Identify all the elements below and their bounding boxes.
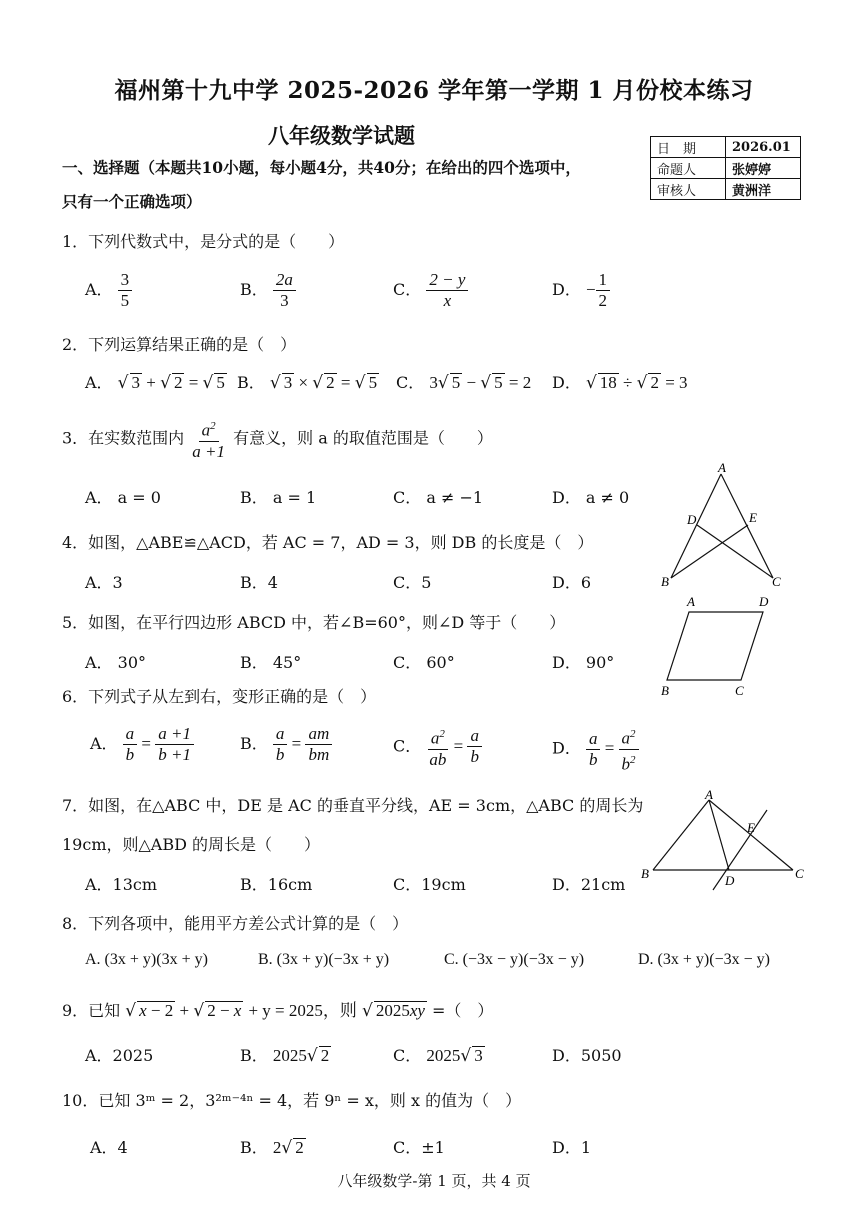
point-label-a: A — [718, 460, 726, 475]
question-8-stem: 8．下列各项中，能用平方差公式计算的是（ ） — [62, 914, 409, 933]
question-10-option-a: A．4 — [90, 1138, 128, 1157]
option-label: A． — [85, 280, 113, 299]
question-4-option-a: A．3 — [85, 573, 123, 592]
info-value: 张婷婷 — [726, 158, 801, 179]
question-9-option-b: B． 2025√ 2 — [240, 1046, 330, 1066]
stem-text: 3．在实数范围内 — [62, 428, 185, 448]
option-label: D． — [552, 373, 581, 392]
question-5-option-b: B． 45° — [240, 653, 302, 672]
line-cd — [697, 525, 773, 578]
question-2-option-c: C． 3√ 5 − √ 5 = 2 — [396, 373, 532, 393]
info-row-reviewer — [651, 179, 801, 200]
info-key: 命题人 — [651, 158, 726, 179]
question-7-stem: 7．如图，在△ABC 中，DE 是 AC 的垂直平分线，AE = 3cm，△ABC 的周长为 — [62, 796, 644, 815]
point-label-b: B — [661, 574, 669, 589]
triangle-figure-q7 — [635, 786, 815, 892]
question-4-option-c: C．5 — [393, 573, 432, 592]
question-7-option-c: C．19cm — [393, 875, 466, 894]
question-7-stem-cont: 19cm，则△ABD 的周长是（ ） — [62, 835, 321, 854]
question-7-option-d: D．21cm — [552, 875, 626, 894]
point-label-c: C — [772, 574, 781, 589]
question-10-option-c: C．±1 — [393, 1138, 445, 1157]
question-9-option-d: D．5050 — [552, 1046, 622, 1065]
info-row-author — [651, 158, 801, 179]
stem-text: + y = 2025，则 — [248, 1001, 357, 1020]
question-5-option-d: D． 90° — [552, 653, 615, 672]
question-8-option-b: B. (3x + y)(−3x + y) — [258, 951, 390, 968]
option-label: B． — [240, 280, 268, 299]
option-label: A． — [85, 373, 113, 392]
question-7-option-b: B．16cm — [240, 875, 313, 894]
question-5-stem: 5．如图，在平行四边形 ABCD 中，若∠B=60°，则∠D 等于（ ） — [62, 613, 566, 632]
option-label: B． — [240, 1046, 268, 1065]
page-footer: 八年级数学-第 1 页，共 4 页 — [337, 1172, 531, 1190]
parallelogram-abcd — [667, 612, 763, 680]
stem-text: =（ ） — [432, 1001, 494, 1020]
perpendicular-bisector-de — [713, 810, 767, 890]
line-ab — [653, 800, 709, 870]
info-key: 审核人 — [651, 179, 726, 200]
stem-text: 有意义，则 a 的取值范围是（ ） — [233, 428, 493, 448]
option-label: C． — [393, 280, 422, 299]
info-value: 2026.01 — [726, 137, 801, 158]
page-title: 福州第十九中学 2025-2026 学年第一学期 1 月份校本练习 — [114, 77, 754, 104]
option-label: C． — [393, 1046, 422, 1065]
option-label: B． — [237, 373, 265, 392]
question-10-stem: 10．已知 3ᵐ = 2，3²ᵐ⁻⁴ⁿ = 4，若 9ⁿ = x，则 x 的值为（ ） — [62, 1091, 522, 1110]
question-3-option-d: D． a ≠ 0 — [552, 488, 630, 507]
info-key: 日 期 — [651, 137, 726, 158]
question-1-option-b: B． $\frac{2a}{3}$ — [240, 270, 296, 311]
point-label-e: E — [747, 820, 755, 835]
question-7-option-a: A．13cm — [85, 875, 158, 894]
point-label-b: B — [661, 683, 669, 698]
question-4-option-d: D．6 — [552, 573, 592, 592]
info-value: 黄洲洋 — [726, 179, 801, 200]
question-1-option-c: C． $\frac{2 - y}{x}$ — [393, 270, 468, 311]
point-label-a: A — [687, 594, 695, 609]
question-2-option-b: B． √ 3 × √ 2 = √ 5 — [237, 373, 378, 393]
question-6-option-c: C． $\frac{a^2}{ab}$ = $\frac{a}{b}$ — [393, 724, 482, 770]
question-8-option-c: C. (−3x − y)(−3x − y) — [444, 951, 585, 968]
question-10-option-d: D．1 — [552, 1138, 592, 1157]
question-2-stem: 2．下列运算结果正确的是（ ） — [62, 335, 297, 354]
question-3-option-a: A． a = 0 — [85, 488, 161, 507]
question-3-option-b: B． a = 1 — [240, 488, 317, 507]
info-table — [650, 136, 801, 200]
question-4-stem: 4．如图，△ABE≌△ACD，若 AC = 7，AD = 3，则 DB 的长度是（ ） — [62, 533, 594, 552]
question-10-option-b: B． 2√ 2 — [240, 1138, 304, 1158]
question-3-stem: 3．在实数范围内 $\frac{a^2}{a +1}$ 有意义，则 a 的取值范围是（ ） — [62, 416, 493, 462]
triangle-figure-q4 — [655, 460, 785, 590]
question-1-stem: 1．下列代数式中，是分式的是（ ） — [62, 232, 345, 251]
stem-text: 9．已知 — [62, 1001, 121, 1020]
question-8-option-d: D. (3x + y)(−3x − y) — [638, 951, 770, 968]
option-label: C． — [396, 373, 425, 392]
page-subtitle: 八年级数学试题 — [268, 123, 415, 148]
question-5-option-a: A． 30° — [85, 653, 147, 672]
question-6-option-a: A． $\frac{a}{b}$ = $\frac{a +1}{b +1}$ — [90, 724, 194, 765]
option-label: A． — [90, 734, 118, 753]
question-6-option-d: D． $\frac{a}{b}$ = $\frac{a^2}{b^2}$ — [552, 724, 639, 774]
question-2-option-d: D． √ 18 ÷ √ 2 = 3 — [552, 373, 688, 393]
question-1-option-a: A． $\frac{3}{5}$ — [85, 270, 132, 311]
option-label: B． — [240, 734, 268, 753]
question-1-option-d: D． − $\frac{1}{2}$ — [552, 270, 610, 311]
section-heading-cont: 只有一个正确选项） — [62, 192, 202, 211]
point-label-c: C — [795, 866, 804, 881]
question-4-option-b: B．4 — [240, 573, 278, 592]
option-label: B． — [240, 1138, 268, 1157]
line-ad — [709, 800, 729, 870]
info-row-date — [651, 137, 801, 158]
point-label-d: D — [759, 594, 769, 609]
point-label-a: A — [705, 787, 713, 802]
option-label: D． — [552, 280, 581, 299]
option-label: D． — [552, 738, 581, 758]
line-ac — [709, 800, 793, 870]
point-label-e: E — [749, 510, 757, 525]
point-label-b: B — [641, 866, 649, 881]
question-3-option-c: C． a ≠ −1 — [393, 488, 484, 507]
question-8-option-a: A. (3x + y)(3x + y) — [85, 951, 208, 968]
point-label-c: C — [735, 683, 744, 698]
option-label: C． — [393, 736, 422, 756]
question-9-option-c: C． 2025√ 3 — [393, 1046, 483, 1066]
question-6-option-b: B． $\frac{a}{b}$ = $\frac{am}{bm}$ — [240, 724, 332, 765]
question-5-option-c: C． 60° — [393, 653, 455, 672]
question-9-option-a: A．2025 — [85, 1046, 154, 1065]
question-2-option-a: A． √ 3 + √ 2 = √ 5 — [85, 373, 225, 393]
question-6-stem: 6．下列式子从左到右，变形正确的是（ ） — [62, 687, 377, 706]
question-9-stem: 9．已知 √ x − 2 + √ 2 − x + y = 2025，则 √ 2025xy =（ ） — [62, 1001, 494, 1021]
section-heading: 一、选择题（本题共10小题，每小题4分，共40分；在给出的四个选项中， — [62, 158, 581, 177]
point-label-d: D — [687, 512, 697, 527]
parallelogram-figure-q5 — [655, 592, 785, 700]
line-be — [671, 525, 748, 578]
point-label-d: D — [725, 873, 735, 888]
